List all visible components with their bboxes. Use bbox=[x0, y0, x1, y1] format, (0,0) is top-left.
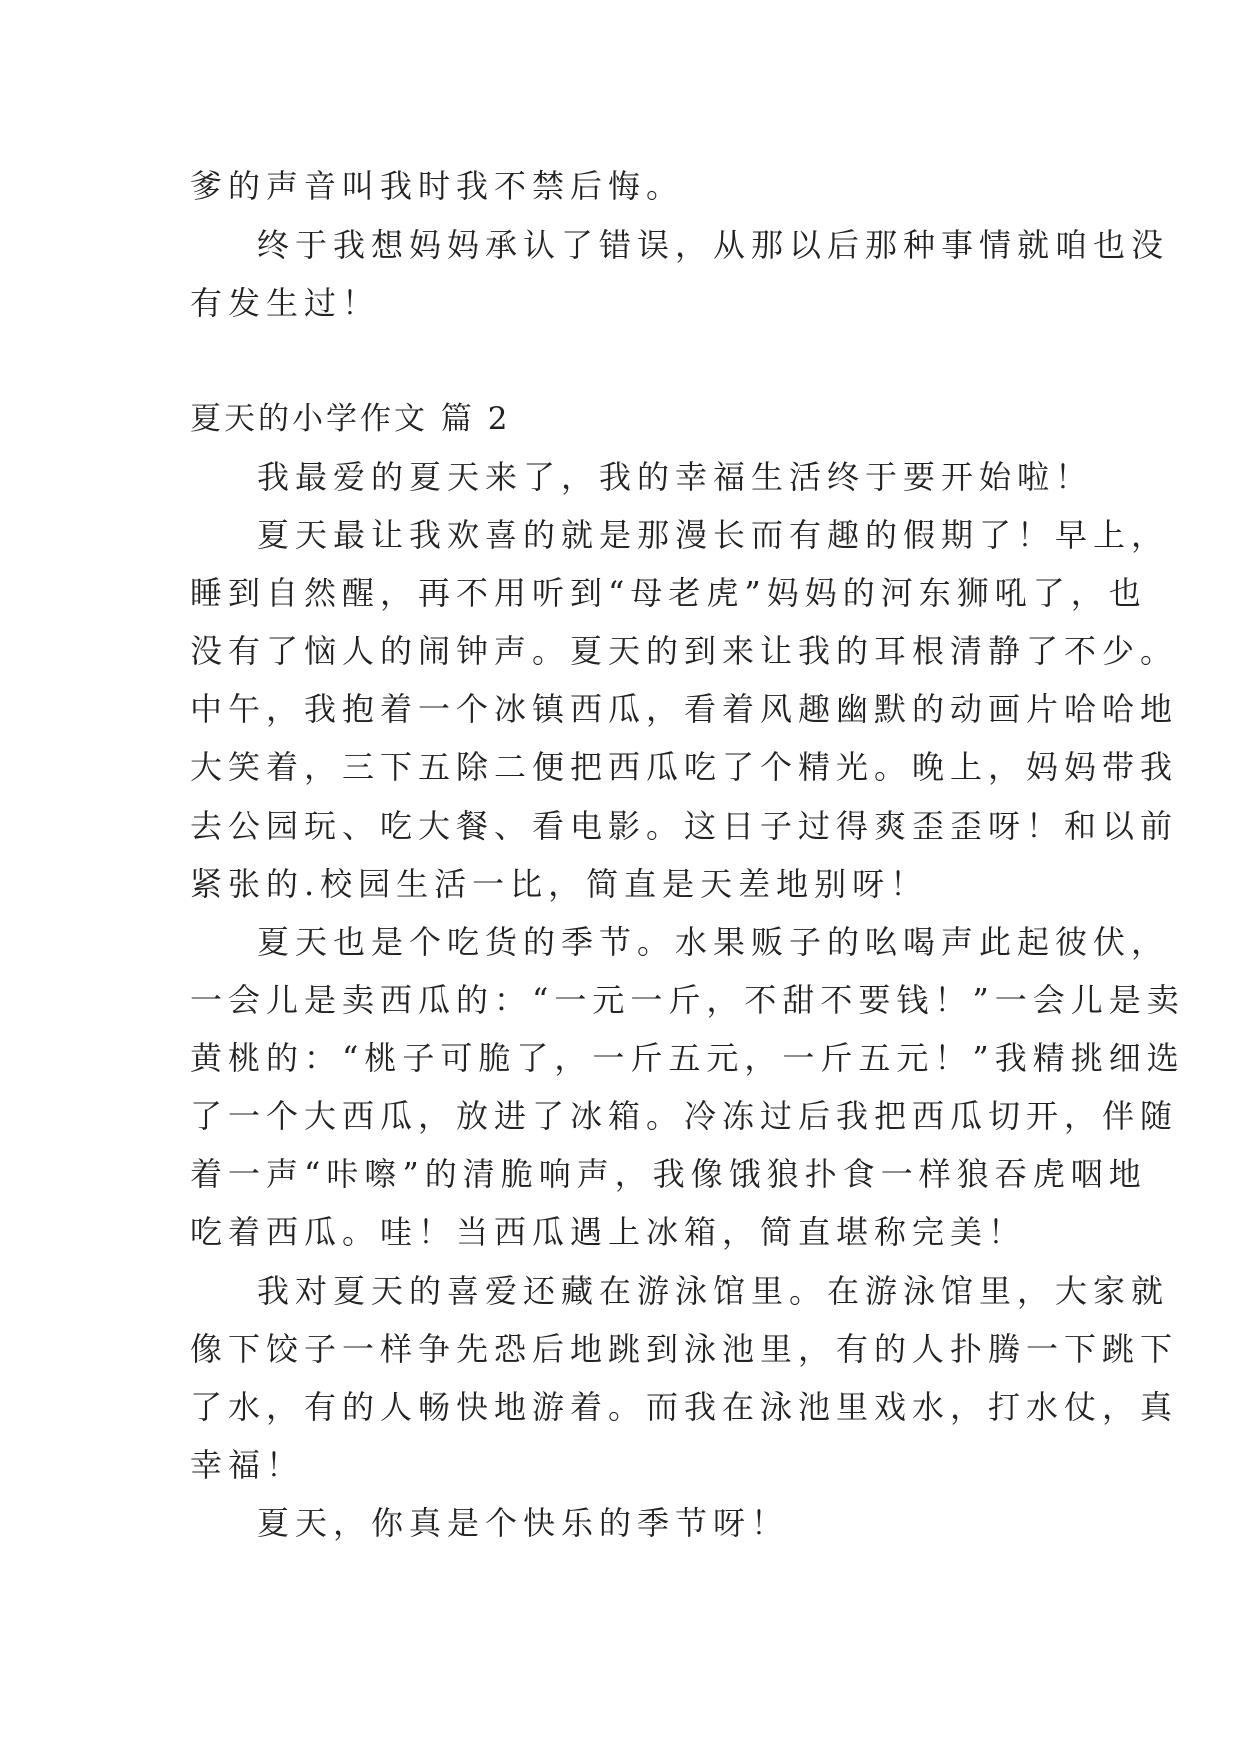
text-line: 夏天也是个吃货的季节。水果贩子的吆喝声此起彼伏， bbox=[257, 923, 1170, 961]
text-line: 终于我想妈妈承认了错误，从那以后那种事情就咱也没 bbox=[257, 226, 1170, 264]
text-line: 没有了恼人的闹钟声。夏天的到来让我的耳根清静了不少。 bbox=[190, 632, 1179, 670]
section-heading: 夏天的小学作文 篇 2 bbox=[190, 401, 511, 437]
text-line: 了水，有的人畅快地游着。而我在泳池里戏水，打水仗，真 bbox=[190, 1388, 1179, 1426]
text-line: 夏天，你真是个快乐的季节呀！ bbox=[257, 1504, 790, 1542]
text-line: 我最爱的夏天来了，我的幸福生活终于要开始啦！ bbox=[257, 458, 1094, 496]
text-line: 中午，我抱着一个冰镇西瓜，看着风趣幽默的动画片哈哈地 bbox=[190, 690, 1179, 728]
text-line: 去公园玩、吃大餐、看电影。这日子过得爽歪歪呀！和以前 bbox=[190, 807, 1179, 845]
text-line: 吃着西瓜。哇！当西瓜遇上冰箱，简直堪称完美！ bbox=[190, 1213, 1027, 1251]
text-line: 爹的声音叫我时我不禁后悔。 bbox=[190, 167, 685, 205]
text-line: 夏天最让我欢喜的就是那漫长而有趣的假期了！早上， bbox=[257, 516, 1170, 554]
text-line: 睡到自然醒，再不用听到“母老虎”妈妈的河东狮吼了，也 bbox=[190, 574, 1147, 612]
text-line: 一会儿是卖西瓜的：“一元一斤，不甜不要钱！”一会儿是卖 bbox=[190, 981, 1185, 1019]
text-line: 有发生过！ bbox=[190, 284, 381, 322]
text-line: 黄桃的：“桃子可脆了，一斤五元，一斤五元！”我精挑细选 bbox=[190, 1039, 1185, 1077]
text-line: 大笑着，三下五除二便把西瓜吃了个精光。晚上，妈妈带我 bbox=[190, 748, 1179, 786]
text-line: 了一个大西瓜，放进了冰箱。冷冻过后我把西瓜切开，伴随 bbox=[190, 1097, 1179, 1135]
text-line: 紧张的.校园生活一比，简直是天差地别呀！ bbox=[190, 865, 929, 903]
text-line: 像下饺子一样争先恐后地跳到泳池里，有的人扑腾一下跳下 bbox=[190, 1330, 1179, 1368]
text-line: 我对夏天的喜爱还藏在游泳馆里。在游泳馆里，大家就 bbox=[257, 1272, 1170, 1310]
text-line: 着一声“咔嚓”的清脆响声，我像饿狼扑食一样狼吞虎咽地 bbox=[190, 1155, 1147, 1193]
text-line: 幸福！ bbox=[190, 1446, 305, 1484]
